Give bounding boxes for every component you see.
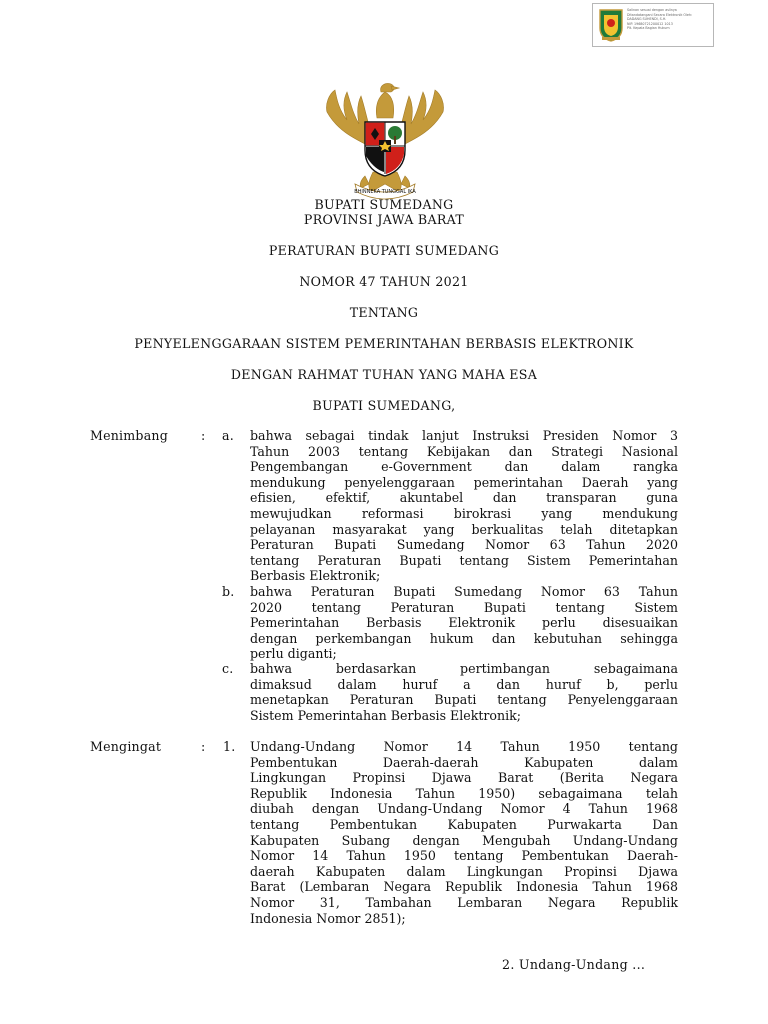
text-line: Pemerintahan Berbasis Elektronik perlu disesuaikan bbox=[250, 615, 678, 631]
text-line: Republik Indonesia Tahun 1950) sebagaimana telah bbox=[250, 785, 678, 801]
stamp-line: Ditandatangani Secara Elektronik Oleh: bbox=[627, 12, 693, 17]
text-line: efisien, efektif, akuntabel dan transparan guna bbox=[250, 490, 678, 506]
item-marker: a. bbox=[222, 428, 234, 443]
garuda-pancasila-emblem-icon bbox=[319, 76, 451, 200]
about-heading: TENTANG bbox=[349, 305, 419, 320]
text-line: menetapkan Peraturan Bupati tentang Penyelenggaraan bbox=[250, 692, 678, 708]
preamble: DENGAN RAHMAT TUHAN YANG MAHA ESA bbox=[230, 367, 538, 382]
text-line: Pengembangan e-Government dan dalam rangka bbox=[250, 459, 678, 475]
text-line: mewujudkan reformasi birokrasi yang mendukung bbox=[250, 505, 678, 521]
mengingat-label: Mengingat bbox=[90, 739, 162, 754]
stamp-line: NIP. 19680721200012 1013 bbox=[627, 21, 673, 26]
text-line: Kabupaten Subang dengan Mengubah Undang-Undang bbox=[250, 832, 678, 848]
text-line: dimaksud dalam huruf a dan huruf b, perlu bbox=[250, 676, 678, 692]
mengingat-colon: : bbox=[201, 739, 206, 754]
menimbang-item-a bbox=[250, 428, 678, 584]
mengingat-item-1 bbox=[250, 739, 678, 926]
text-line: Nomor 14 Tahun 1950 tentang Pembentukan Daerah- bbox=[250, 848, 678, 864]
item-marker: c. bbox=[222, 661, 234, 676]
continuation-catchword: 2. Undang-Undang ... bbox=[502, 957, 646, 972]
text-line: Barat (Lembaran Negara Republik Indonesia Tahun 1968 bbox=[250, 879, 678, 895]
text-line: dengan perkembangan hukum dan kebutuhan sehingga bbox=[250, 630, 678, 646]
text-line: mendukung penyelenggaraan pemerintahan Daerah yang bbox=[250, 474, 678, 490]
text-line: Peraturan Bupati Sumedang Nomor 63 Tahun 2020 bbox=[250, 537, 678, 553]
regulation-subject: PENYELENGGARAAN SISTEM PEMERINTAHAN BERBASIS ELEKTRONIK bbox=[134, 336, 634, 351]
menimbang-label: Menimbang bbox=[90, 428, 168, 443]
province-title: PROVINSI JAWA BARAT bbox=[303, 212, 465, 227]
item-marker: b. bbox=[222, 584, 235, 599]
stamp-line: Salinan sesuai dengan aslinya bbox=[627, 8, 677, 12]
text-line: bahwa Peraturan Bupati Sumedang Nomor 63 Tahun bbox=[250, 584, 678, 599]
stamp-line: DADANG SUHENDI, S.H. bbox=[627, 17, 667, 22]
text-line: Tahun 2003 tentang Kebijakan dan Strategi Nasional bbox=[250, 443, 678, 459]
text-line: tentang Peraturan Bupati tentang Sistem Pemerintahan bbox=[250, 552, 678, 568]
text-line: Undang-Undang Nomor 14 Tahun 1950 tentang bbox=[250, 739, 678, 754]
document-type: PERATURAN BUPATI SUMEDANG bbox=[268, 243, 500, 258]
document-number: NOMOR 47 TAHUN 2021 bbox=[299, 274, 469, 289]
sumedang-emblem-icon bbox=[598, 8, 624, 42]
text-line: pelayanan masyarakat yang berkualitas telah ditetapkan bbox=[250, 521, 678, 537]
text-line: Indonesia Nomor 2851); bbox=[250, 910, 406, 926]
motto-text: BHINNEKA TUNGGAL IKA bbox=[354, 189, 416, 195]
text-line: Lingkungan Propinsi Djawa Barat (Berita Negara bbox=[250, 770, 678, 786]
authority-title: BUPATI SUMEDANG bbox=[314, 197, 454, 212]
text-line: diubah dengan Undang-Undang Nomor 4 Tahun 1968 bbox=[250, 801, 678, 817]
item-marker: 1. bbox=[223, 739, 236, 754]
text-line: bahwa berdasarkan pertimbangan sebagaimana bbox=[250, 661, 678, 676]
text-line: Berbasis Elektronik; bbox=[250, 568, 381, 584]
text-line: bahwa sebagai tindak lanjut Instruksi Presiden Nomor 3 bbox=[250, 428, 678, 443]
menimbang-item-c bbox=[250, 661, 678, 723]
issuer-title: BUPATI SUMEDANG, bbox=[312, 398, 456, 413]
text-line: perlu diganti; bbox=[250, 646, 337, 662]
text-line: tentang Pembentukan Kabupaten Purwakarta Dan bbox=[250, 816, 678, 832]
menimbang-item-b bbox=[250, 584, 678, 662]
e-signature-stamp bbox=[592, 3, 714, 47]
text-line: Sistem Pemerintahan Berbasis Elektronik; bbox=[250, 707, 522, 723]
stamp-line: Plt. Kepala Bagian Hukum bbox=[627, 26, 670, 31]
text-line: daerah Kabupaten dalam Lingkungan Propinsi Djawa bbox=[250, 863, 678, 879]
text-line: 2020 tentang Peraturan Bupati tentang Sistem bbox=[250, 599, 678, 615]
text-line: Nomor 31, Tambahan Lembaran Negara Republik bbox=[250, 894, 678, 910]
menimbang-colon: : bbox=[201, 428, 206, 443]
text-line: Pembentukan Daerah-daerah Kabupaten dalam bbox=[250, 754, 678, 770]
